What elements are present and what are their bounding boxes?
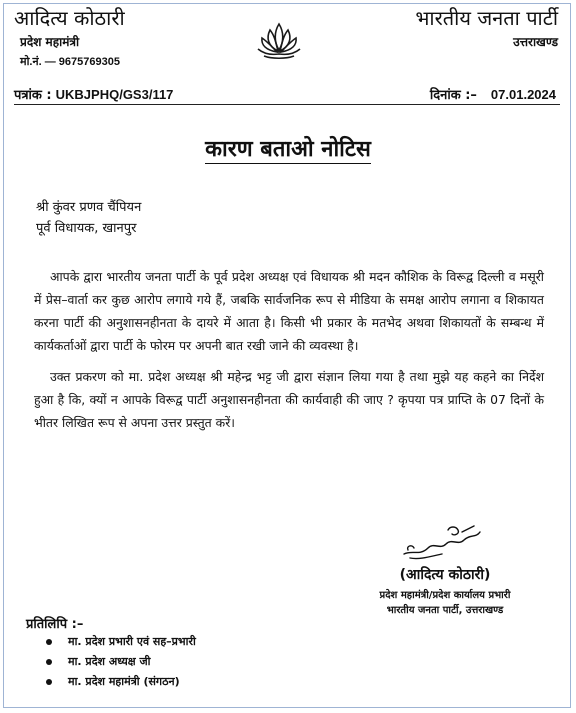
- recipient-block: [36, 197, 141, 239]
- date-value: 07.01.2024: [490, 87, 556, 102]
- signatory-designation-line-1: प्रदेश महामंत्री/प्रदेश कार्यालय प्रभारी: [379, 590, 511, 601]
- body-paragraph-1: आपके द्वारा भारतीय जनता पार्टी के पूर्व प्रदेश अध्यक्ष एवं विधायक श्री मदन कौशिक के विरूद्व दिल्ली व मसूरी में प्रेस–वार्ता कर कुछ आरोप लगाये गये हैं, जबकि सार्वजनिक रूप से मीडिया के समक्ष आरोप लगाना व शिकायत करना पार्टी की अनुशासनहीनता के दायरे में आता है। किसी भी प्रकार के मतभेद अथवा शिकायतों के सम्बन्ध में कार्यकर्ताओं द्वारा पार्टी के फोरम पर अपनी बात रखी जाने की व्यवस्था है।: [34, 269, 544, 353]
- handwritten-signature: [390, 520, 490, 570]
- signatory-designation: [340, 588, 550, 618]
- reference-number: [14, 85, 173, 103]
- signatory-designation-line-2: भारतीय जनता पार्टी, उत्तराखण्ड: [386, 605, 504, 616]
- date-label: दिनांक :–: [429, 88, 477, 103]
- party-name: भारतीय जनता पार्टी: [415, 6, 558, 30]
- reference-row: [14, 84, 560, 105]
- sender-name: आदित्य कोठारी: [14, 6, 125, 30]
- copy-to-list: [46, 632, 196, 692]
- patrank-label: पत्रांक :: [14, 88, 52, 103]
- sender-title: प्रदेश महामंत्री: [20, 35, 80, 49]
- signatory-name: (आदित्य कोठारी): [399, 567, 491, 583]
- recipient-designation: पूर्व विधायक, खानपुर: [36, 221, 137, 236]
- list-item: मा. प्रदेश अध्यक्ष जी: [46, 652, 196, 672]
- notice-title-wrap: [0, 133, 576, 163]
- reference-date: [430, 85, 556, 103]
- recipient-name: श्री कुंवर प्रणव चैंपियन: [36, 200, 142, 215]
- letter-body: [34, 265, 544, 442]
- list-item: मा. प्रदेश प्रभारी एवं सह–प्रभारी: [46, 632, 196, 652]
- body-paragraph-2: उक्त प्रकरण को मा. प्रदेश अध्यक्ष श्री महेन्द्र भट्ट जी द्वारा संज्ञान लिया गया है तथा मुझे यह कहने का निर्देश हुआ है कि, क्यों न आपके विरूद्व पार्टी अनुशासनहीनता की कार्यवाही की जाए ? कृपया पत्र प्राप्ति के 07 दिनों के भीतर लिखित रूप से अपना उत्तर प्रस्तुत करें।: [34, 369, 544, 430]
- sender-header: [14, 6, 214, 69]
- notice-title: कारण बताओ नोटिस: [205, 137, 371, 162]
- patrank-value: UKBJPHQ/GS3/117: [55, 87, 174, 102]
- list-item: मा. प्रदेश महामंत्री (संगठन): [46, 672, 196, 692]
- signature-block: [340, 565, 550, 618]
- lotus-icon: [252, 18, 306, 70]
- copy-to-label: प्रतिलिपि :–: [26, 617, 84, 632]
- sender-phone: मो.नं. — 9675769305: [20, 56, 120, 68]
- party-state: उत्तराखण्ड: [513, 35, 558, 49]
- party-header: [415, 6, 558, 50]
